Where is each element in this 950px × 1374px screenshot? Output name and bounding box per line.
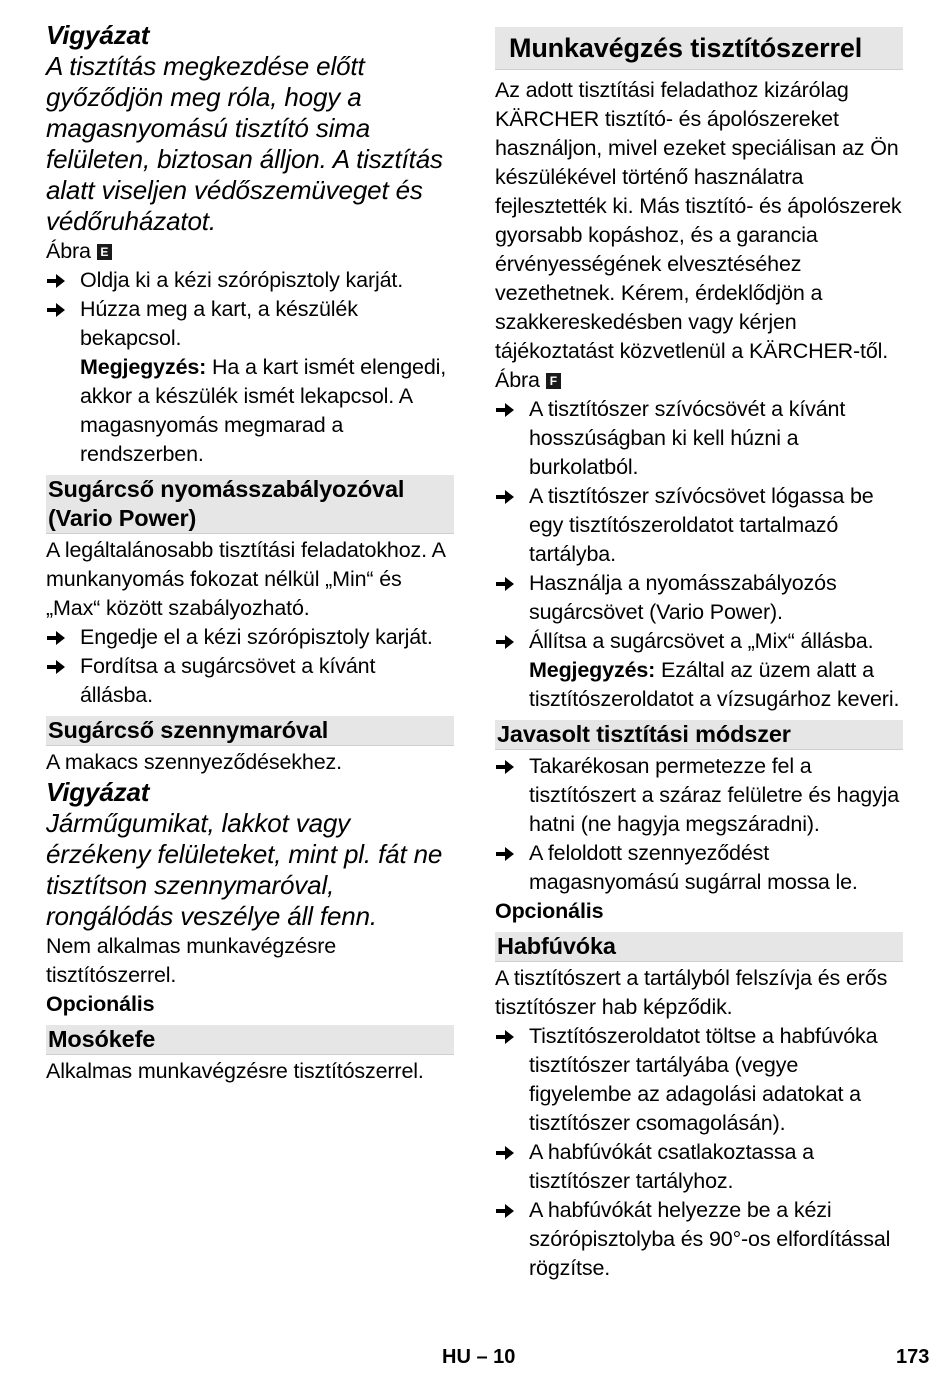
arrow-right-icon [495, 1196, 529, 1225]
instruction-text: Húzza meg a kart, a készülék bekapcsol. [80, 297, 358, 350]
note [495, 656, 903, 714]
left-column [46, 20, 454, 1086]
instruction-text: Tisztítószeroldatot töltse a habfúvóka tisztítószer tartályába (vegye figyelembe az adagolási adatokat a tisztítószer csomagolásán). [529, 1024, 878, 1135]
arrow-right-icon [495, 482, 529, 511]
instruction-step [495, 1022, 903, 1138]
instruction-step [495, 627, 903, 656]
arrow-right-icon [495, 395, 529, 424]
instruction-step [495, 1138, 903, 1196]
section-heading-brush: Mosókefe [46, 1025, 454, 1055]
instruction-text: A habfúvókát helyezze be a kézi szórópisztolyba és 90°-os elfordítással rögzítse. [529, 1198, 891, 1280]
instruction-text: A tisztítószer szívócsövét a kívánt hosszúságban ki kell húzni a burkolatból. [529, 397, 846, 479]
section-heading-cleaning-method: Javasolt tisztítási módszer [495, 720, 903, 750]
instruction-step [495, 839, 903, 897]
instruction-text: Fordítsa a sugárcsövet a kívánt állásba. [80, 654, 376, 707]
warning-title: Vigyázat [46, 20, 150, 50]
instruction-text: Engedje el a kézi szórópisztoly karját. [80, 625, 433, 649]
section-heading-vario-power: Sugárcső nyomásszabályozóval (Vario Power) [46, 475, 454, 534]
arrow-right-icon [46, 652, 80, 681]
arrow-right-icon [495, 627, 529, 656]
arrow-right-icon [46, 295, 80, 324]
paragraph: Az adott tisztítási feladathoz kizárólag KÄRCHER tisztító- és ápolószereket használjon, mivel ezeket speciálisan az Ön készülékével történő használatra fejlesztették ki. Más tisztító- és ápolószerek gyorsabb kopáshoz, és a garancia érvényességének elvesztéséhez vezethetnek. Kérem, érdeklődjön a szakkereskedésben vagy kérjen tájékoztatást közvetlenül a KÄRCHER-től. [495, 78, 902, 363]
figure-label: Ábra [495, 368, 540, 392]
instruction-text: A feloldott szennyeződést magasnyomású sugárral mossa le. [529, 841, 858, 894]
note [46, 353, 454, 469]
paragraph: A makacs szennyeződésekhez. [46, 750, 342, 774]
arrow-right-icon [495, 752, 529, 781]
warning-title: Vigyázat [46, 777, 150, 807]
instruction-text: Állítsa a sugárcsövet a „Mix“ állásba. [529, 629, 874, 653]
optional-label: Opcionális [495, 899, 604, 923]
section-heading-detergent: Munkavégzés tisztítószerrel [495, 27, 903, 70]
arrow-right-icon [46, 266, 80, 295]
section-heading-foam-nozzle: Habfúvóka [495, 932, 903, 962]
warning-text: A tisztítás megkezdése előtt győződjön meg róla, hogy a magasnyomású tisztító sima felületen, biztosan álljon. A tisztítás alatt viseljen védőszemüveget és védőruházatot. [46, 51, 443, 236]
footer-section-label: HU – 10 [442, 1346, 516, 1368]
instruction-step [495, 395, 903, 482]
instruction-step [495, 482, 903, 569]
figure-badge: F [546, 373, 561, 389]
arrow-right-icon [495, 569, 529, 598]
instruction-text: Használja a nyomásszabályozós sugárcsövet (Vario Power). [529, 571, 837, 624]
arrow-right-icon [495, 839, 529, 868]
instruction-text: A tisztítószer szívócsövet lógassa be egy tisztítószeroldatot tartalmazó tartályba. [529, 484, 874, 566]
instruction-step [46, 652, 454, 710]
section-heading-dirt-blaster: Sugárcső szennymaróval [46, 716, 454, 746]
instruction-step [46, 295, 454, 353]
paragraph: Alkalmas munkavégzésre tisztítószerrel. [46, 1059, 424, 1083]
arrow-right-icon [46, 623, 80, 652]
instruction-text: A habfúvókát csatlakoztassa a tisztítószer tartályhoz. [529, 1140, 814, 1193]
arrow-right-icon [495, 1022, 529, 1051]
note-label: Megjegyzés: [529, 658, 656, 682]
warning-text: Járműgumikat, lakkot vagy érzékeny felületeket, mint pl. fát ne tisztítson szennymaróval, rongálódás veszélye áll fenn. [46, 808, 443, 931]
instruction-step [46, 623, 454, 652]
figure-badge: E [97, 244, 112, 260]
paragraph: A tisztítószert a tartályból felszívja és erős tisztítószer hab képződik. [495, 966, 888, 1019]
figure-reference [495, 366, 903, 395]
instruction-step [495, 752, 903, 839]
right-column [495, 20, 903, 1283]
note-text: Ezáltal az üzem alatt a tisztítószeroldatot a vízsugárhoz keveri. [529, 658, 900, 711]
instruction-text: Oldja ki a kézi szórópisztoly karját. [80, 268, 404, 292]
paragraph: Nem alkalmas munkavégzésre tisztítószerrel. [46, 934, 337, 987]
page-number: 173 [896, 1346, 930, 1368]
instruction-step [495, 569, 903, 627]
instruction-step [46, 266, 454, 295]
note-label: Megjegyzés: [80, 355, 207, 379]
figure-label: Ábra [46, 239, 91, 263]
paragraph: A legáltalánosabb tisztítási feladatokhoz. A munkanyomás fokozat nélkül „Min“ és „Max“ között szabályozható. [46, 538, 445, 620]
instruction-step [495, 1196, 903, 1283]
note-text: Ha a kart ismét elengedi, akkor a készülék ismét lekapcsol. A magasnyomás megmarad a rendszerben. [80, 355, 447, 466]
optional-label: Opcionális [46, 992, 155, 1016]
instruction-text: Takarékosan permetezze fel a tisztítószert a száraz felületre és hagyja hatni (ne hagyja megszáradni). [529, 754, 900, 836]
arrow-right-icon [495, 1138, 529, 1167]
figure-reference [46, 237, 454, 266]
